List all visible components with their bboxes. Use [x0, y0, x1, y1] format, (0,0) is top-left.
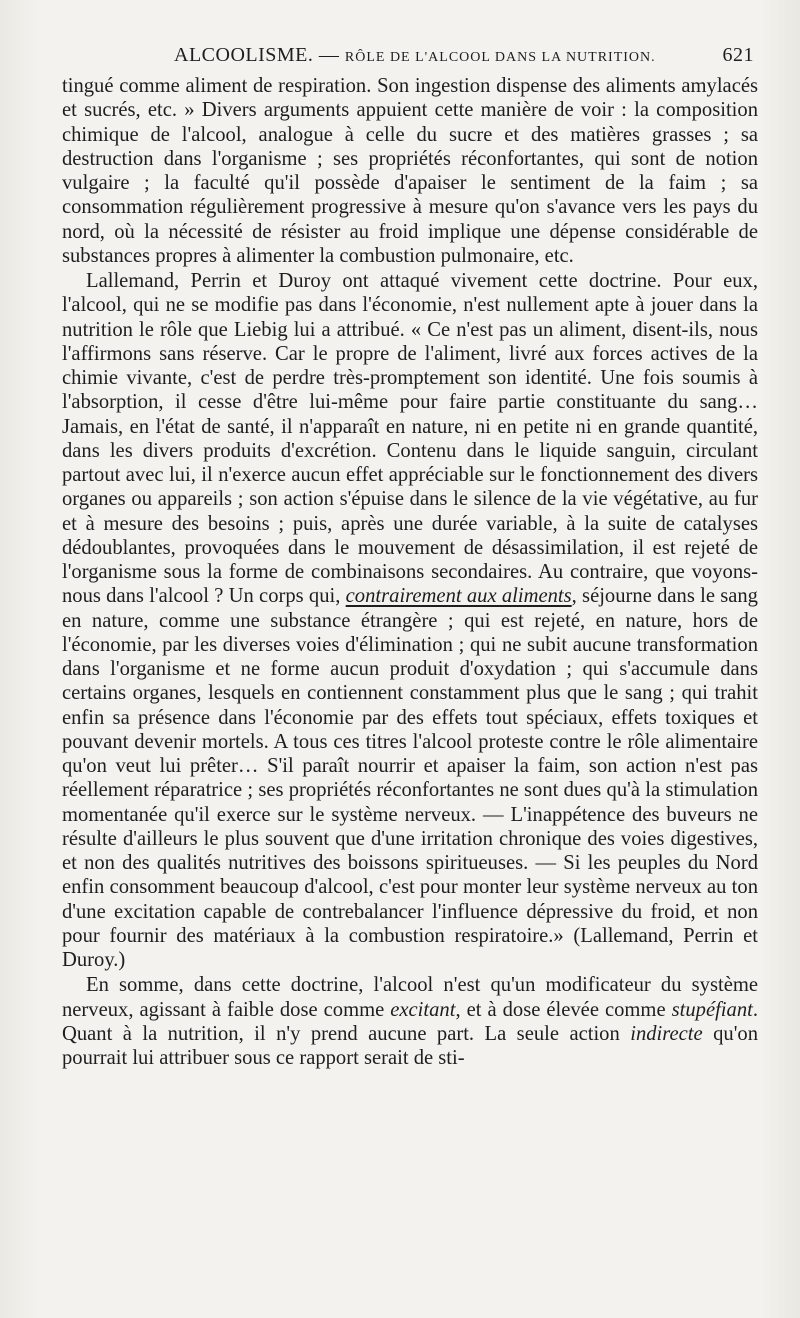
paragraph-text: En somme, dans cette doctrine, l'alcool n'est qu'un modificateur du système nerveux, agissant à faible dose comme: [62, 974, 758, 1021]
running-title-separator: —: [313, 44, 345, 66]
running-title-main: ALCOOLISME.: [174, 44, 314, 66]
running-title-sub: RÔLE DE L'ALCOOL DANS LA NUTRITION.: [344, 50, 656, 65]
paragraph-text: . Quant à la nutrition, il n'y prend aucune part. La seule action: [62, 998, 758, 1045]
emphasis-text: contrairement aux aliments: [345, 585, 572, 608]
emphasis-text: stupéfiant: [671, 998, 753, 1021]
body-text: [62, 74, 758, 1070]
running-head: [62, 40, 758, 74]
paragraph-text: Lallemand, Perrin et Duroy ont attaqué vivement cette doctrine. Pour eux, l'alcool, qui ne se modifie pas dans l'économie, n'est nullement apte à jouer dans la nutrition le rôle que Liebig lui a attribué. « Ce n'est pas un aliment, disent-ils, nous l'affirmons sans réserve. Car le propre de l'aliment, livré aux forces actives de la chimie vivante, c'est de perdre très-promptement son identité. Une fois soumis à l'absorption, il cesse d'être lui-même pour faire partie constituante du sang… Jamais, en l'état de santé, il n'apparaît en nature, ni en petite ni en grande quantité, dans les divers produits d'excrétion. Contenu dans le liquide sanguin, circulant partout avec lui, il n'exerce aucun effet appréciable sur le fonctionnement des divers organes ou appareils ; son action s'épuise dans le silence de la vie végétative, au fur et à mesure des besoins ; puis, après une durée variable, à la suite de catalyses dédoublantes, provoquées dans le mouvement de désassimilation, il est rejeté de l'organisme sous la forme de combinaisons secondaires. Au contraire, que voyons-nous dans l'alcool ? Un corps qui,: [62, 270, 758, 608]
page-number: 621: [722, 44, 754, 66]
paragraph-lallemand: [62, 269, 758, 972]
emphasis-text: indirecte: [630, 1022, 703, 1045]
paragraph-text: , séjourne dans le sang en nature, comme une substance étrangère ; qui est rejeté, en nature, hors de l'économie, par les diverses voies d'élimination ; qui ne subit aucune transformation dans l'organisme et ne forme aucun produit d'oxydation ; qui s'accumule dans certains organes, lesquels en contiennent constamment plus que le sang ; qui trahit enfin sa présence dans l'économie par des effets tout spéciaux, effets toxiques et pouvant devenir mortels. A tous ces titres l'alcool proteste contre le rôle alimentaire qu'on veut lui prêter… S'il paraît nourrir et apaiser la faim, son action n'est pas réellement réparatrice ; ses propriétés réconfortantes ne sont dues qu'à la stimulation momentanée qu'il exerce sur le système nerveux. — L'inappétence des buveurs ne résulte d'ailleurs le plus souvent que d'une irritation chronique des voies digestives, et non des qualités nutritives des boissons spiritueuses. — Si les peuples du Nord enfin consomment beaucoup d'alcool, c'est pour monter leur système nerveux au ton d'une excitation capable de contrebalancer l'influence dépressive du froid, et non pour fournir des matériaux à la combustion respiratoire.» (Lallemand, Perrin et Duroy.): [62, 585, 758, 971]
paragraph-text: , et à dose élevée comme: [455, 998, 672, 1021]
paragraph-conclusion: [62, 973, 758, 1070]
emphasis-text: excitant: [390, 998, 456, 1021]
paragraph-continuation: tingué comme aliment de respiration. Son ingestion dispense des aliments amylacés et sucrés, etc. » Divers arguments appuient cette manière de voir : la composition chimique de l'alcool, analogue à celle du sucre et des matières grasses ; sa destruction dans l'organisme ; ses propriétés réconfortantes, qui sont de notion vulgaire ; la faculté qu'il possède d'apaiser le sentiment de la faim ; sa consommation régulièrement progressive à mesure qu'on s'avance vers les pays du nord, où la nécessité de résister au froid implique une dépense considérable de substances propres à alimenter la combustion pulmonaire, etc.: [62, 75, 758, 267]
running-title: [174, 44, 656, 67]
paragraph-text: qu'on pourrait lui attribuer sous ce rapport serait de sti-: [62, 1022, 758, 1069]
